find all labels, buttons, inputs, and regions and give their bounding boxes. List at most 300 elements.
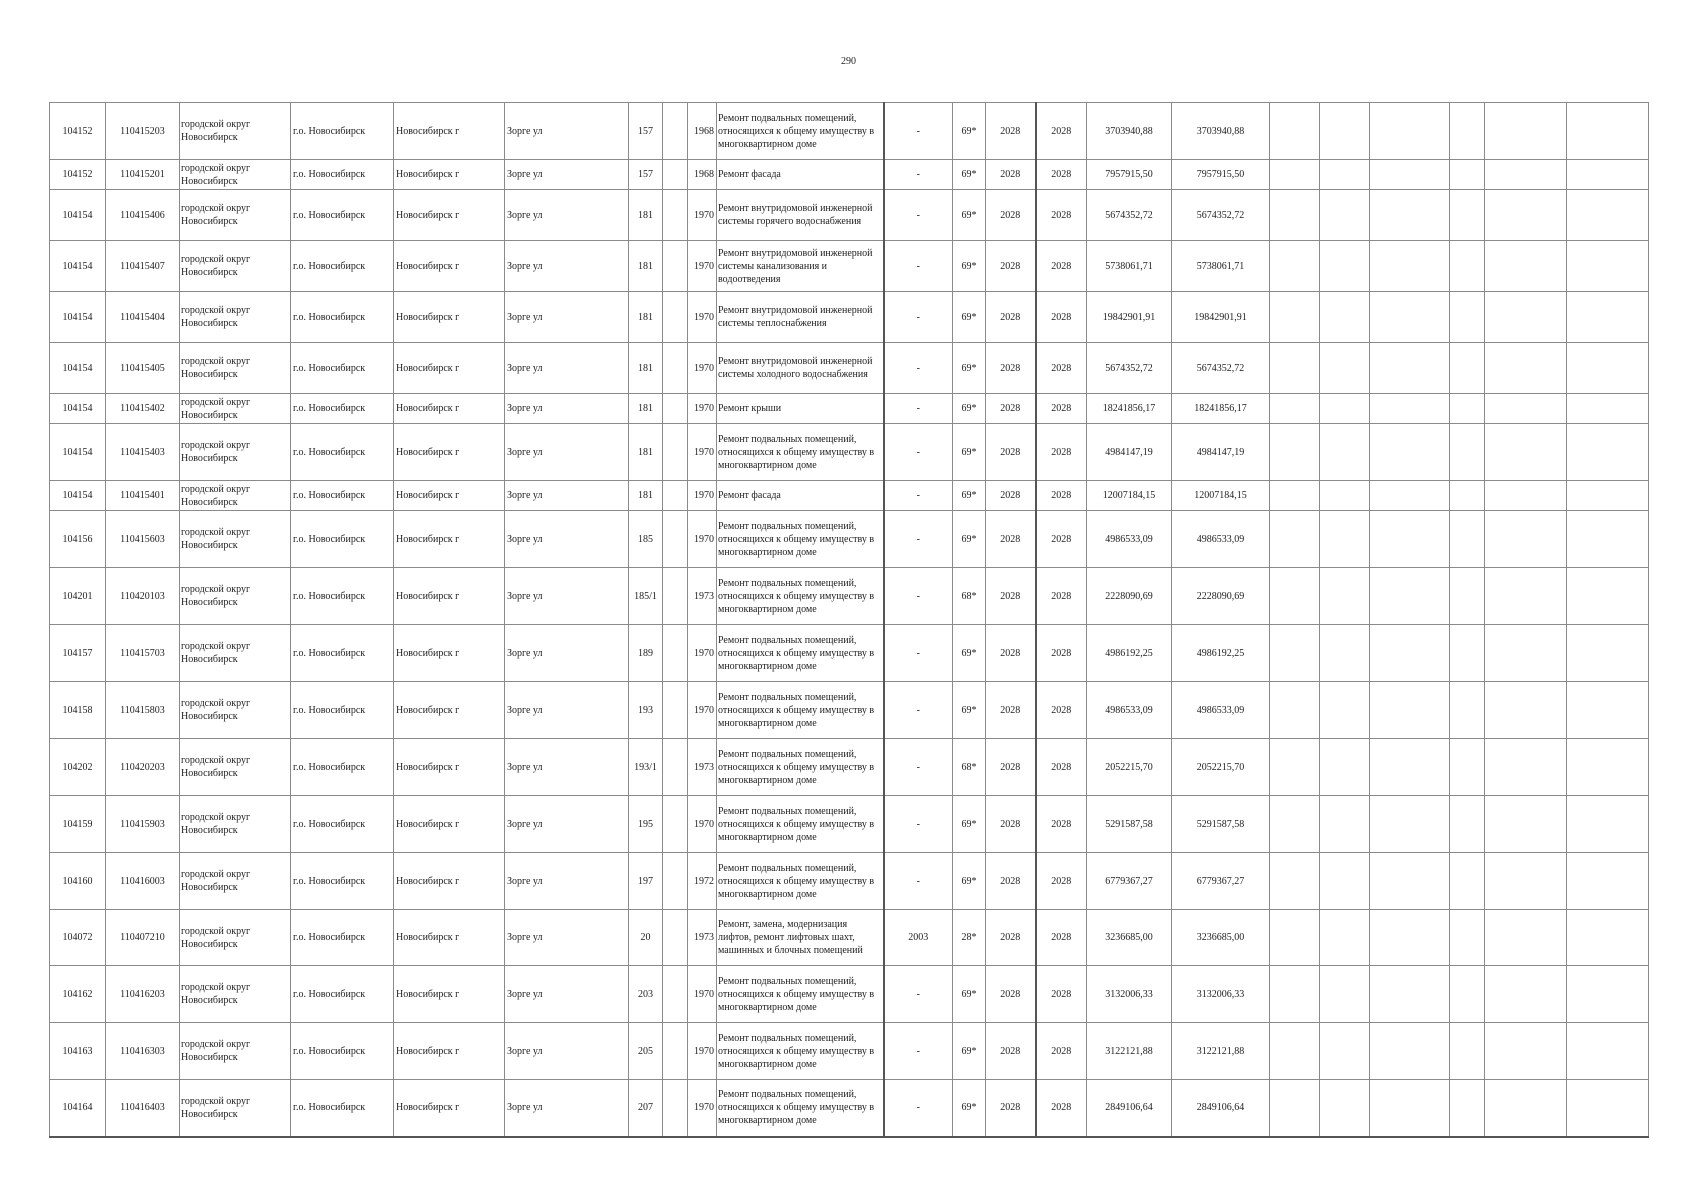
cell-year-built: 1970	[688, 796, 717, 853]
cell-empty	[1485, 103, 1567, 160]
cell-municipal-district: городской округ Новосибирск	[180, 1023, 291, 1080]
cell-empty	[1320, 853, 1370, 910]
table-row	[50, 910, 1649, 966]
cell-settlement: Новосибирск г	[394, 160, 505, 190]
cell-year-built: 1970	[688, 190, 717, 241]
cell-plan-year-from: 2028	[986, 424, 1036, 481]
cell-building	[663, 682, 688, 739]
cell-cost-total: 2849106,64	[1172, 1080, 1270, 1137]
cell-empty	[1270, 853, 1320, 910]
cell-empty	[1450, 682, 1485, 739]
cell-empty	[1450, 796, 1485, 853]
cell-empty	[1270, 241, 1320, 292]
cell-house: 181	[629, 292, 663, 343]
cell-code: 110416303	[106, 1023, 180, 1080]
cell-cost: 5674352,72	[1087, 343, 1172, 394]
cell-building	[663, 625, 688, 682]
cell-settlement: Новосибирск г	[394, 910, 505, 966]
table-row	[50, 1080, 1649, 1137]
cell-building	[663, 511, 688, 568]
cell-last-repair-year: 2003	[884, 910, 953, 966]
cell-work-type: Ремонт фасада	[717, 481, 884, 511]
cell-plan-year-from: 2028	[986, 682, 1036, 739]
cell-cost-total: 2228090,69	[1172, 568, 1270, 625]
cell-year-built: 1970	[688, 1080, 717, 1137]
cell-building	[663, 190, 688, 241]
cell-cost: 2052215,70	[1087, 739, 1172, 796]
cell-plan-year-to: 2028	[1036, 343, 1087, 394]
cell-empty	[1485, 241, 1567, 292]
cell-empty	[1485, 853, 1567, 910]
cell-year-built: 1968	[688, 103, 717, 160]
cell-plan-year-from: 2028	[986, 1023, 1036, 1080]
cell-empty	[1450, 481, 1485, 511]
cell-empty	[1567, 424, 1649, 481]
cell-street: Зорге ул	[505, 241, 629, 292]
cell-street: Зорге ул	[505, 511, 629, 568]
cell-urban-okrug: г.о. Новосибирск	[291, 160, 394, 190]
cell-id: 104154	[50, 424, 106, 481]
cell-work-type: Ремонт фасада	[717, 160, 884, 190]
cell-plan-year-to: 2028	[1036, 625, 1087, 682]
cell-wear-percent: 69*	[953, 343, 986, 394]
cell-cost: 5291587,58	[1087, 796, 1172, 853]
cell-empty	[1485, 966, 1567, 1023]
cell-urban-okrug: г.о. Новосибирск	[291, 625, 394, 682]
cell-house: 195	[629, 796, 663, 853]
cell-empty	[1370, 796, 1450, 853]
cell-building	[663, 796, 688, 853]
cell-last-repair-year: -	[884, 796, 953, 853]
cell-plan-year-from: 2028	[986, 796, 1036, 853]
cell-code: 110415403	[106, 424, 180, 481]
cell-street: Зорге ул	[505, 292, 629, 343]
cell-street: Зорге ул	[505, 424, 629, 481]
cell-work-type: Ремонт крыши	[717, 394, 884, 424]
cell-urban-okrug: г.о. Новосибирск	[291, 739, 394, 796]
cell-id: 104164	[50, 1080, 106, 1137]
cell-plan-year-to: 2028	[1036, 481, 1087, 511]
cell-street: Зорге ул	[505, 190, 629, 241]
cell-id: 104154	[50, 394, 106, 424]
table-body	[50, 103, 1649, 1137]
cell-empty	[1450, 343, 1485, 394]
cell-settlement: Новосибирск г	[394, 343, 505, 394]
cell-empty	[1567, 966, 1649, 1023]
cell-work-type: Ремонт подвальных помещений, относящихся к общему имуществу в многоквартирном доме	[717, 739, 884, 796]
cell-settlement: Новосибирск г	[394, 796, 505, 853]
cell-cost-total: 5674352,72	[1172, 343, 1270, 394]
cell-empty	[1567, 853, 1649, 910]
cell-street: Зорге ул	[505, 343, 629, 394]
cell-municipal-district: городской округ Новосибирск	[180, 625, 291, 682]
cell-cost: 18241856,17	[1087, 394, 1172, 424]
cell-cost: 4986533,09	[1087, 511, 1172, 568]
cell-empty	[1450, 625, 1485, 682]
cell-plan-year-from: 2028	[986, 853, 1036, 910]
cell-empty	[1270, 343, 1320, 394]
cell-last-repair-year: -	[884, 103, 953, 160]
cell-house: 157	[629, 103, 663, 160]
table-row	[50, 796, 1649, 853]
cell-cost: 3122121,88	[1087, 1023, 1172, 1080]
cell-last-repair-year: -	[884, 511, 953, 568]
cell-year-built: 1972	[688, 853, 717, 910]
cell-empty	[1567, 241, 1649, 292]
cell-cost-total: 18241856,17	[1172, 394, 1270, 424]
cell-street: Зорге ул	[505, 1080, 629, 1137]
cell-empty	[1450, 568, 1485, 625]
cell-house: 205	[629, 1023, 663, 1080]
cell-plan-year-to: 2028	[1036, 103, 1087, 160]
cell-cost-total: 4984147,19	[1172, 424, 1270, 481]
cell-empty	[1450, 241, 1485, 292]
table-row	[50, 241, 1649, 292]
cell-empty	[1370, 625, 1450, 682]
cell-code: 110407210	[106, 910, 180, 966]
cell-cost: 3703940,88	[1087, 103, 1172, 160]
cell-empty	[1320, 568, 1370, 625]
cell-house: 181	[629, 424, 663, 481]
cell-empty	[1320, 1023, 1370, 1080]
cell-empty	[1370, 292, 1450, 343]
cell-empty	[1567, 343, 1649, 394]
cell-code: 110415703	[106, 625, 180, 682]
cell-cost: 4986192,25	[1087, 625, 1172, 682]
cell-code: 110416203	[106, 966, 180, 1023]
cell-wear-percent: 69*	[953, 1080, 986, 1137]
cell-wear-percent: 68*	[953, 568, 986, 625]
cell-empty	[1270, 511, 1320, 568]
cell-empty	[1485, 481, 1567, 511]
cell-plan-year-from: 2028	[986, 292, 1036, 343]
cell-building	[663, 241, 688, 292]
cell-house: 203	[629, 966, 663, 1023]
cell-id: 104163	[50, 1023, 106, 1080]
cell-urban-okrug: г.о. Новосибирск	[291, 343, 394, 394]
cell-building	[663, 910, 688, 966]
cell-building	[663, 343, 688, 394]
cell-empty	[1370, 1023, 1450, 1080]
cell-last-repair-year: -	[884, 568, 953, 625]
cell-cost-total: 7957915,50	[1172, 160, 1270, 190]
cell-municipal-district: городской округ Новосибирск	[180, 481, 291, 511]
cell-empty	[1567, 481, 1649, 511]
cell-cost-total: 6779367,27	[1172, 853, 1270, 910]
cell-cost: 4984147,19	[1087, 424, 1172, 481]
cell-cost: 4986533,09	[1087, 682, 1172, 739]
cell-empty	[1567, 796, 1649, 853]
cell-code: 110415402	[106, 394, 180, 424]
cell-id: 104202	[50, 739, 106, 796]
cell-building	[663, 1023, 688, 1080]
cell-empty	[1567, 1023, 1649, 1080]
cell-cost-total: 3132006,33	[1172, 966, 1270, 1023]
cell-street: Зорге ул	[505, 568, 629, 625]
cell-work-type: Ремонт подвальных помещений, относящихся к общему имуществу в многоквартирном доме	[717, 568, 884, 625]
table-row	[50, 739, 1649, 796]
cell-urban-okrug: г.о. Новосибирск	[291, 853, 394, 910]
cell-house: 20	[629, 910, 663, 966]
cell-cost: 19842901,91	[1087, 292, 1172, 343]
cell-empty	[1485, 190, 1567, 241]
table-row	[50, 966, 1649, 1023]
cell-plan-year-to: 2028	[1036, 568, 1087, 625]
cell-id: 104156	[50, 511, 106, 568]
cell-settlement: Новосибирск г	[394, 103, 505, 160]
cell-code: 110415406	[106, 190, 180, 241]
cell-house: 193	[629, 682, 663, 739]
cell-settlement: Новосибирск г	[394, 966, 505, 1023]
cell-work-type: Ремонт подвальных помещений, относящихся к общему имуществу в многоквартирном доме	[717, 424, 884, 481]
cell-code: 110416403	[106, 1080, 180, 1137]
cell-year-built: 1970	[688, 511, 717, 568]
cell-empty	[1450, 190, 1485, 241]
cell-municipal-district: городской округ Новосибирск	[180, 160, 291, 190]
cell-empty	[1485, 511, 1567, 568]
cell-settlement: Новосибирск г	[394, 511, 505, 568]
cell-municipal-district: городской округ Новосибирск	[180, 1080, 291, 1137]
cell-plan-year-to: 2028	[1036, 241, 1087, 292]
cell-work-type: Ремонт подвальных помещений, относящихся к общему имуществу в многоквартирном доме	[717, 682, 884, 739]
cell-year-built: 1970	[688, 625, 717, 682]
cell-plan-year-to: 2028	[1036, 910, 1087, 966]
table-row	[50, 682, 1649, 739]
cell-street: Зорге ул	[505, 394, 629, 424]
cell-cost: 12007184,15	[1087, 481, 1172, 511]
cell-empty	[1450, 511, 1485, 568]
cell-last-repair-year: -	[884, 481, 953, 511]
capital-repair-register-table	[49, 102, 1649, 1138]
cell-code: 110415803	[106, 682, 180, 739]
cell-code: 110420203	[106, 739, 180, 796]
cell-wear-percent: 69*	[953, 966, 986, 1023]
cell-wear-percent: 69*	[953, 103, 986, 160]
cell-year-built: 1973	[688, 910, 717, 966]
table-row	[50, 424, 1649, 481]
cell-plan-year-from: 2028	[986, 160, 1036, 190]
cell-building	[663, 853, 688, 910]
cell-empty	[1485, 292, 1567, 343]
cell-urban-okrug: г.о. Новосибирск	[291, 241, 394, 292]
cell-id: 104162	[50, 966, 106, 1023]
cell-building	[663, 568, 688, 625]
table-row	[50, 568, 1649, 625]
cell-plan-year-from: 2028	[986, 343, 1036, 394]
cell-wear-percent: 69*	[953, 160, 986, 190]
cell-empty	[1450, 424, 1485, 481]
cell-house: 193/1	[629, 739, 663, 796]
cell-year-built: 1968	[688, 160, 717, 190]
cell-empty	[1450, 292, 1485, 343]
cell-house: 181	[629, 241, 663, 292]
cell-empty	[1450, 1023, 1485, 1080]
cell-empty	[1320, 511, 1370, 568]
cell-work-type: Ремонт подвальных помещений, относящихся к общему имуществу в многоквартирном доме	[717, 511, 884, 568]
cell-empty	[1485, 1023, 1567, 1080]
cell-building	[663, 966, 688, 1023]
cell-cost: 5738061,71	[1087, 241, 1172, 292]
cell-empty	[1567, 190, 1649, 241]
cell-street: Зорге ул	[505, 1023, 629, 1080]
cell-empty	[1485, 739, 1567, 796]
cell-code: 110416003	[106, 853, 180, 910]
cell-urban-okrug: г.о. Новосибирск	[291, 511, 394, 568]
cell-building	[663, 739, 688, 796]
cell-empty	[1567, 682, 1649, 739]
cell-wear-percent: 69*	[953, 394, 986, 424]
cell-plan-year-from: 2028	[986, 625, 1036, 682]
cell-empty	[1270, 481, 1320, 511]
cell-empty	[1485, 424, 1567, 481]
cell-house: 207	[629, 1080, 663, 1137]
cell-urban-okrug: г.о. Новосибирск	[291, 292, 394, 343]
cell-id: 104201	[50, 568, 106, 625]
cell-empty	[1320, 394, 1370, 424]
cell-last-repair-year: -	[884, 682, 953, 739]
cell-empty	[1270, 910, 1320, 966]
cell-building	[663, 103, 688, 160]
page-number: 290	[841, 56, 856, 67]
cell-empty	[1567, 394, 1649, 424]
cell-plan-year-from: 2028	[986, 568, 1036, 625]
cell-street: Зорге ул	[505, 910, 629, 966]
cell-last-repair-year: -	[884, 1023, 953, 1080]
cell-wear-percent: 69*	[953, 190, 986, 241]
cell-urban-okrug: г.о. Новосибирск	[291, 1023, 394, 1080]
cell-work-type: Ремонт подвальных помещений, относящихся к общему имуществу в многоквартирном доме	[717, 853, 884, 910]
cell-empty	[1370, 343, 1450, 394]
cell-code: 110415201	[106, 160, 180, 190]
cell-code: 110415404	[106, 292, 180, 343]
cell-empty	[1320, 241, 1370, 292]
cell-year-built: 1970	[688, 424, 717, 481]
cell-municipal-district: городской округ Новосибирск	[180, 910, 291, 966]
cell-year-built: 1970	[688, 682, 717, 739]
table-row	[50, 343, 1649, 394]
cell-wear-percent: 69*	[953, 853, 986, 910]
cell-house: 189	[629, 625, 663, 682]
cell-building	[663, 292, 688, 343]
cell-empty	[1485, 625, 1567, 682]
cell-empty	[1370, 241, 1450, 292]
cell-empty	[1370, 481, 1450, 511]
cell-cost-total: 4986533,09	[1172, 511, 1270, 568]
cell-wear-percent: 69*	[953, 241, 986, 292]
cell-wear-percent: 69*	[953, 682, 986, 739]
cell-id: 104154	[50, 343, 106, 394]
cell-empty	[1370, 424, 1450, 481]
cell-last-repair-year: -	[884, 739, 953, 796]
cell-plan-year-from: 2028	[986, 966, 1036, 1023]
cell-house: 185	[629, 511, 663, 568]
cell-plan-year-to: 2028	[1036, 966, 1087, 1023]
cell-street: Зорге ул	[505, 796, 629, 853]
table-row	[50, 625, 1649, 682]
cell-id: 104072	[50, 910, 106, 966]
cell-plan-year-from: 2028	[986, 739, 1036, 796]
cell-settlement: Новосибирск г	[394, 481, 505, 511]
cell-empty	[1370, 568, 1450, 625]
cell-settlement: Новосибирск г	[394, 1080, 505, 1137]
cell-settlement: Новосибирск г	[394, 853, 505, 910]
cell-empty	[1485, 682, 1567, 739]
cell-empty	[1567, 103, 1649, 160]
cell-settlement: Новосибирск г	[394, 424, 505, 481]
cell-settlement: Новосибирск г	[394, 190, 505, 241]
cell-municipal-district: городской округ Новосибирск	[180, 241, 291, 292]
cell-empty	[1270, 966, 1320, 1023]
cell-urban-okrug: г.о. Новосибирск	[291, 481, 394, 511]
cell-cost-total: 4986533,09	[1172, 682, 1270, 739]
table-row	[50, 103, 1649, 160]
cell-wear-percent: 69*	[953, 1023, 986, 1080]
cell-plan-year-to: 2028	[1036, 424, 1087, 481]
cell-work-type: Ремонт внутридомовой инженерной системы горячего водоснабжения	[717, 190, 884, 241]
cell-code: 110415603	[106, 511, 180, 568]
cell-code: 110415405	[106, 343, 180, 394]
cell-empty	[1485, 394, 1567, 424]
cell-settlement: Новосибирск г	[394, 292, 505, 343]
cell-empty	[1567, 568, 1649, 625]
cell-empty	[1450, 103, 1485, 160]
cell-empty	[1485, 343, 1567, 394]
cell-plan-year-to: 2028	[1036, 739, 1087, 796]
cell-empty	[1485, 796, 1567, 853]
cell-house: 181	[629, 343, 663, 394]
cell-plan-year-from: 2028	[986, 481, 1036, 511]
cell-municipal-district: городской округ Новосибирск	[180, 103, 291, 160]
cell-plan-year-to: 2028	[1036, 190, 1087, 241]
cell-empty	[1270, 739, 1320, 796]
table-row	[50, 292, 1649, 343]
cell-empty	[1485, 568, 1567, 625]
table-row	[50, 394, 1649, 424]
cell-street: Зорге ул	[505, 853, 629, 910]
cell-empty	[1485, 910, 1567, 966]
cell-house: 181	[629, 481, 663, 511]
table-row	[50, 511, 1649, 568]
cell-empty	[1370, 1080, 1450, 1137]
cell-municipal-district: городской округ Новосибирск	[180, 190, 291, 241]
cell-wear-percent: 28*	[953, 910, 986, 966]
cell-empty	[1270, 625, 1320, 682]
cell-municipal-district: городской округ Новосибирск	[180, 853, 291, 910]
cell-work-type: Ремонт подвальных помещений, относящихся к общему имуществу в многоквартирном доме	[717, 625, 884, 682]
cell-cost-total: 4986192,25	[1172, 625, 1270, 682]
cell-wear-percent: 69*	[953, 511, 986, 568]
table-row	[50, 190, 1649, 241]
cell-street: Зорге ул	[505, 103, 629, 160]
cell-settlement: Новосибирск г	[394, 241, 505, 292]
cell-work-type: Ремонт внутридомовой инженерной системы канализования и водоотведения	[717, 241, 884, 292]
cell-empty	[1270, 292, 1320, 343]
cell-id: 104158	[50, 682, 106, 739]
cell-plan-year-to: 2028	[1036, 796, 1087, 853]
cell-cost-total: 2052215,70	[1172, 739, 1270, 796]
cell-municipal-district: городской округ Новосибирск	[180, 394, 291, 424]
cell-empty	[1567, 292, 1649, 343]
cell-street: Зорге ул	[505, 739, 629, 796]
cell-last-repair-year: -	[884, 1080, 953, 1137]
cell-empty	[1270, 103, 1320, 160]
cell-wear-percent: 68*	[953, 739, 986, 796]
cell-empty	[1567, 1080, 1649, 1137]
cell-work-type: Ремонт внутридомовой инженерной системы холодного водоснабжения	[717, 343, 884, 394]
cell-year-built: 1970	[688, 241, 717, 292]
cell-urban-okrug: г.о. Новосибирск	[291, 796, 394, 853]
cell-last-repair-year: -	[884, 241, 953, 292]
